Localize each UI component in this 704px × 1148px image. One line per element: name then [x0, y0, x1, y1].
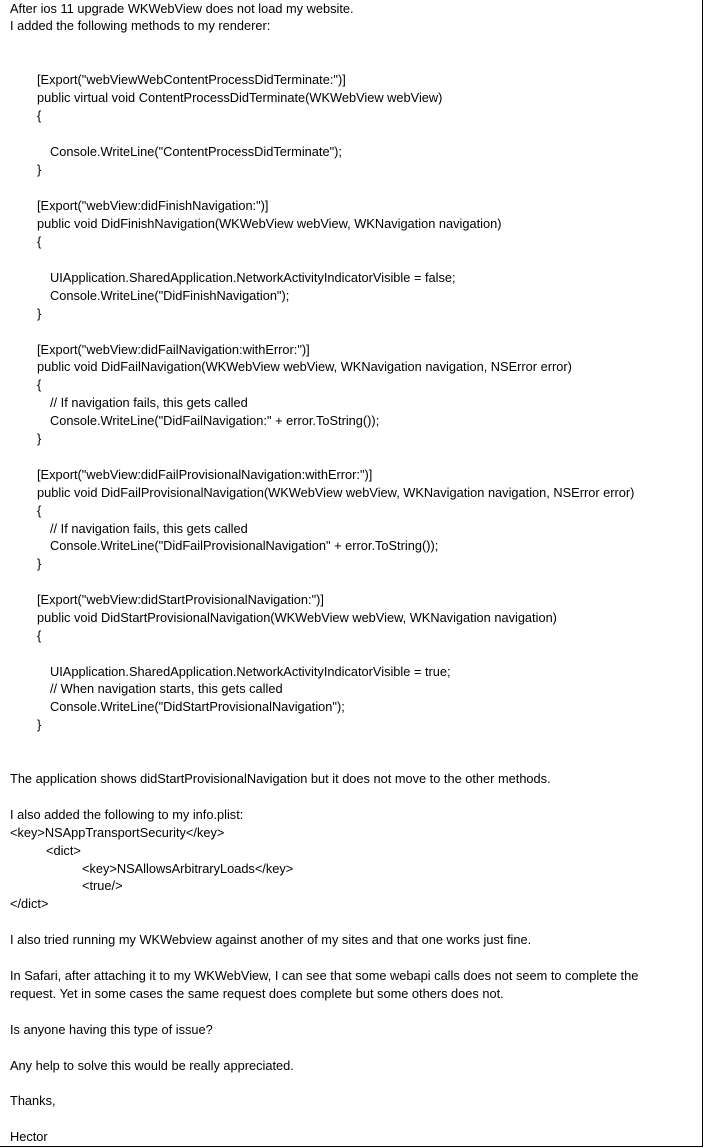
sign-off: Thanks, [10, 1093, 56, 1108]
plist-line: <key>NSAppTransportSecurity</key> [10, 825, 225, 840]
author-name: Hector [10, 1129, 48, 1144]
body-paragraph: In Safari, after attaching it to my WKWebView, I can see that some webapi calls does not seem to complete the [10, 968, 639, 983]
body-paragraph: The application shows didStartProvisionalNavigation but it does not move to the other methods. [10, 771, 551, 786]
code-line: { [37, 628, 42, 643]
code-line: public void DidStartProvisionalNavigation(WKWebView webView, WKNavigation navigation) [37, 610, 557, 625]
code-line: } [37, 162, 42, 177]
code-line: } [37, 431, 42, 446]
body-paragraph: Any help to solve this would be really appreciated. [10, 1058, 294, 1073]
intro-line-1: After ios 11 upgrade WKWebView does not load my website. [10, 1, 354, 16]
code-line: public void DidFailNavigation(WKWebView webView, WKNavigation navigation, NSError error) [37, 359, 572, 374]
code-line: Console.WriteLine("ContentProcessDidTerminate"); [50, 144, 342, 159]
code-line: { [37, 503, 42, 518]
code-line: { [37, 108, 42, 123]
plist-line: <true/> [82, 878, 123, 893]
code-line: Console.WriteLine("DidFailProvisionalNavigation" + error.ToString()); [50, 538, 439, 553]
code-line: public void DidFinishNavigation(WKWebView webView, WKNavigation navigation) [37, 216, 502, 231]
code-line: Console.WriteLine("DidFailNavigation:" + error.ToString()); [50, 413, 380, 428]
code-line: } [37, 306, 42, 321]
plist-line: </dict> [10, 896, 49, 911]
plist-line: <key>NSAllowsArbitraryLoads</key> [82, 861, 294, 876]
intro-line-2: I added the following methods to my renderer: [10, 18, 271, 33]
code-line: public void DidFailProvisionalNavigation(WKWebView webView, WKNavigation navigation, NSError error) [37, 485, 635, 500]
code-line: { [37, 234, 42, 249]
code-line: [Export("webViewWebContentProcessDidTerminate:")] [37, 72, 346, 87]
body-paragraph: I also tried running my WKWebview against another of my sites and that one works just fine. [10, 932, 532, 947]
body-paragraph: Is anyone having this type of issue? [10, 1022, 213, 1037]
code-line: { [37, 377, 42, 392]
code-line: [Export("webView:didFinishNavigation:")] [37, 198, 269, 213]
code-line: [Export("webView:didFailProvisionalNavigation:withError:")] [37, 467, 373, 482]
code-line: } [37, 717, 42, 732]
code-line: // If navigation fails, this gets called [50, 395, 248, 410]
code-line: // When navigation starts, this gets called [50, 681, 283, 696]
body-paragraph: request. Yet in some cases the same request does complete but some others does not. [10, 986, 504, 1001]
code-line: } [37, 556, 42, 571]
code-line: UIApplication.SharedApplication.NetworkActivityIndicatorVisible = false; [50, 270, 456, 285]
code-line: [Export("webView:didFailNavigation:withError:")] [37, 342, 310, 357]
body-paragraph: I also added the following to my info.plist: [10, 807, 244, 822]
code-line: public virtual void ContentProcessDidTerminate(WKWebView webView) [37, 90, 443, 105]
code-line: Console.WriteLine("DidFinishNavigation"); [50, 288, 290, 303]
code-line: UIApplication.SharedApplication.NetworkActivityIndicatorVisible = true; [50, 664, 451, 679]
plist-line: <dict> [46, 843, 81, 858]
code-line: Console.WriteLine("DidStartProvisionalNavigation"); [50, 699, 345, 714]
code-line: // If navigation fails, this gets called [50, 521, 248, 536]
code-line: [Export("webView:didStartProvisionalNavigation:")] [37, 592, 324, 607]
